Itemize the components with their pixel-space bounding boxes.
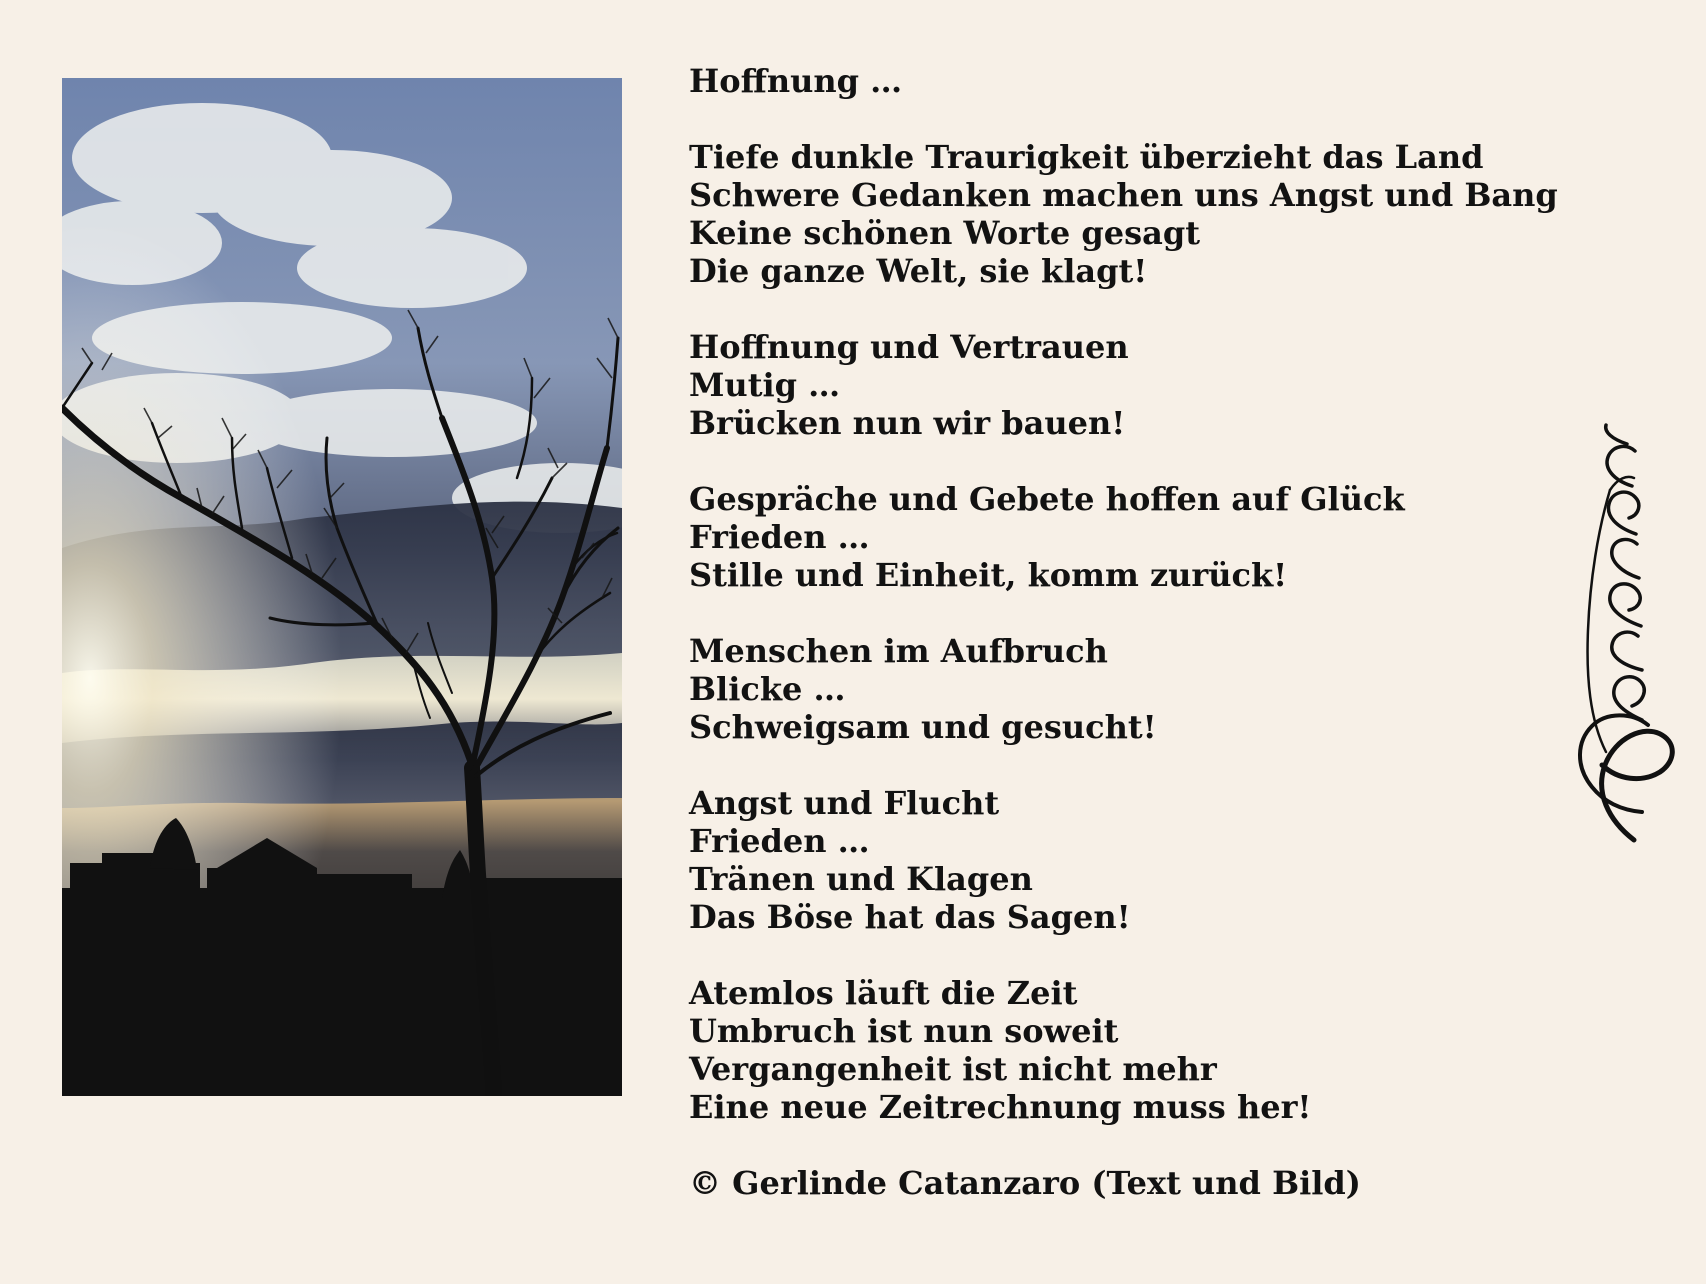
poem-line: Tiefe dunkle Traurigkeit überzieht das Land xyxy=(689,138,1484,176)
stanza-3 xyxy=(689,480,1549,594)
sunset-tree-photo xyxy=(62,78,622,1096)
poem-line: Angst und Flucht xyxy=(689,784,1000,822)
stanza-1 xyxy=(689,138,1558,290)
poem-line: Tränen und Klagen xyxy=(689,860,1033,898)
poem-line: Frieden … xyxy=(689,518,870,556)
poem-line: Vergangenheit ist nicht mehr xyxy=(689,1050,1217,1088)
stanza-gap xyxy=(689,594,1549,632)
poem-block xyxy=(689,62,1558,1202)
copyright-line: © Gerlinde Catanzaro (Text und Bild) xyxy=(689,1164,1361,1202)
stanza-6 xyxy=(689,974,1549,1126)
poem-line: Umbruch ist nun soweit xyxy=(689,1012,1119,1050)
poem-line: Keine schönen Worte gesagt xyxy=(689,214,1200,252)
poem-line: Gespräche und Gebete hoffen auf Glück xyxy=(689,480,1405,518)
stanza-gap xyxy=(689,1126,1549,1164)
stanza-4 xyxy=(689,632,1549,746)
poem-line: Stille und Einheit, komm zurück! xyxy=(689,556,1288,594)
poem-line: Menschen im Aufbruch xyxy=(689,632,1108,670)
poem-line: Frieden … xyxy=(689,822,870,860)
poem-line: Schweigsam und gesucht! xyxy=(689,708,1157,746)
stanza-gap xyxy=(689,936,1549,974)
stanza-gap xyxy=(689,442,1549,480)
poem-line: Die ganze Welt, sie klagt! xyxy=(689,252,1148,290)
stanza-gap xyxy=(689,100,1549,138)
poem-line: Mutig … xyxy=(689,366,841,404)
poem-line: Brücken nun wir bauen! xyxy=(689,404,1126,442)
poem-title: Hoffnung … xyxy=(689,62,903,100)
poem-line: Hoffnung und Vertrauen xyxy=(689,328,1129,366)
poem-line: Das Böse hat das Sagen! xyxy=(689,898,1131,936)
stanza-gap xyxy=(689,290,1549,328)
gedichtezauber-signature xyxy=(1530,420,1680,860)
poem-line: Schwere Gedanken machen uns Angst und Bang xyxy=(689,176,1558,214)
poem-line: Blicke … xyxy=(689,670,846,708)
stanza-5 xyxy=(689,784,1549,936)
stanza-2 xyxy=(689,328,1549,442)
poem-line: Eine neue Zeitrechnung muss her! xyxy=(689,1088,1312,1126)
stanza-gap xyxy=(689,746,1549,784)
poem-line: Atemlos läuft die Zeit xyxy=(689,974,1078,1012)
